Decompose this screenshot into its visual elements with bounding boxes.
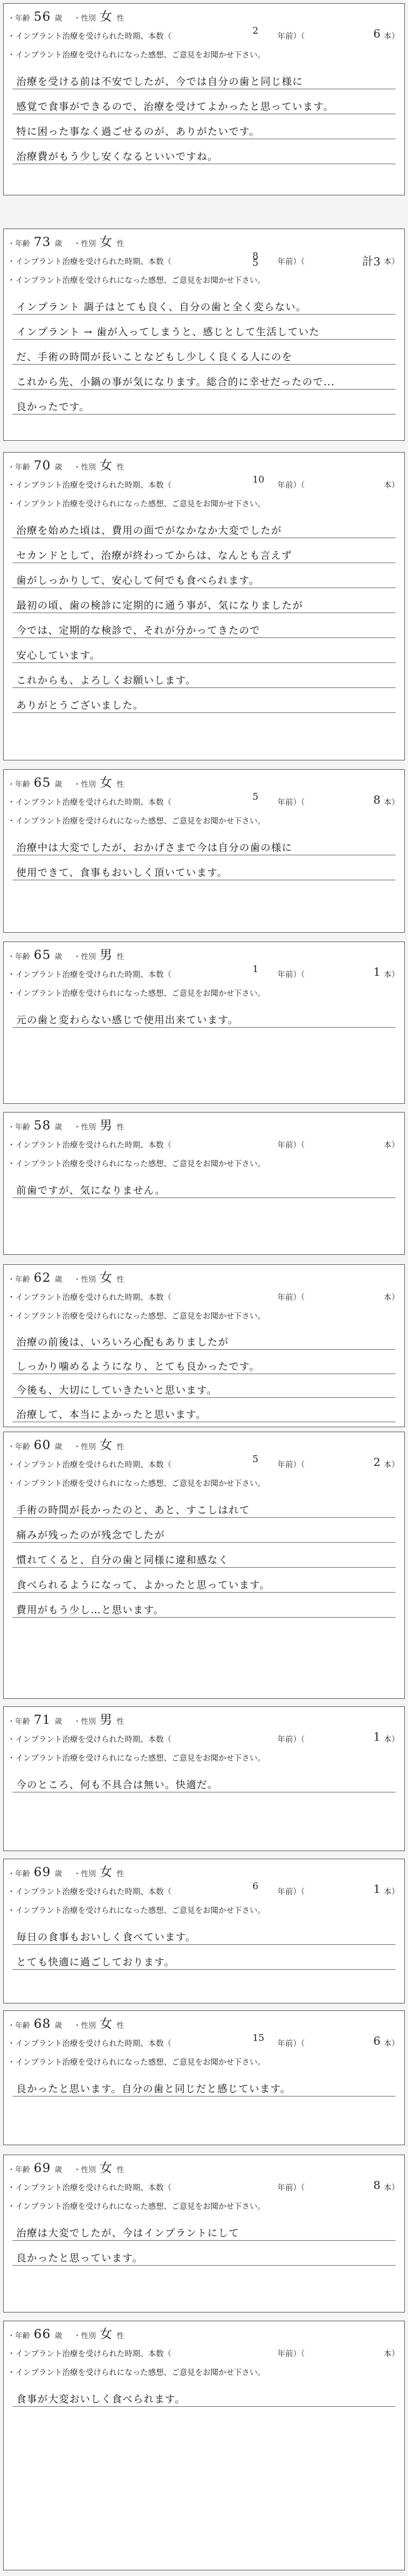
age-value: 69 xyxy=(34,2160,51,2175)
handwritten-answer: しっかり噛めるようになり、とても良かったです。 xyxy=(16,1360,260,1372)
age-value: 65 xyxy=(34,775,51,790)
gender-label: ・性別 xyxy=(73,780,96,789)
gender-unit: 性 xyxy=(116,1442,124,1451)
gender-label: ・性別 xyxy=(73,1717,96,1726)
age-unit: 歳 xyxy=(54,14,62,22)
age-label: ・年齢 xyxy=(7,1442,31,1451)
gender-unit: 性 xyxy=(116,1123,124,1131)
handwritten-answer: 治療して、本当によかったと思います。 xyxy=(16,1408,207,1420)
response-card xyxy=(3,2155,405,2313)
gender-value: 女 xyxy=(99,234,113,249)
age-gender-row xyxy=(7,1267,124,1286)
response-card xyxy=(3,1706,405,1851)
period-row xyxy=(7,1733,399,1744)
gender-value: 男 xyxy=(99,1712,113,1727)
handwritten-answer: 慣れてくると、自分の歯と同様に違和感なく xyxy=(16,1554,229,1566)
age-unit: 歳 xyxy=(54,1275,62,1284)
answer-line xyxy=(12,2096,396,2097)
count-unit: 本） xyxy=(383,480,399,489)
age-label: ・年齢 xyxy=(7,952,31,961)
response-card xyxy=(3,2321,405,2570)
answer-line xyxy=(12,1567,396,1568)
age-gender-row xyxy=(7,1435,124,1453)
handwritten-answer: これからも、よろしくお願いします。 xyxy=(16,674,196,686)
handwritten-answer: 前歯ですが、気になりません。 xyxy=(16,1184,166,1196)
gender-value: 女 xyxy=(99,2016,113,2031)
period-label: ・インプラント治療を受けられた時期、本数（ xyxy=(7,1887,172,1896)
years-unit: 年前）（ xyxy=(277,2038,305,2048)
handwritten-answer: 元の歯と変わらない感じで使用出来ています。 xyxy=(16,1014,239,1026)
age-label: ・年齢 xyxy=(7,1717,31,1726)
years-unit: 年前）（ xyxy=(277,2183,305,2192)
age-label: ・年齢 xyxy=(7,239,31,248)
answer-line xyxy=(12,1027,396,1028)
gender-unit: 性 xyxy=(116,239,124,248)
gender-label: ・性別 xyxy=(73,14,96,22)
answer-line xyxy=(12,414,396,415)
count-unit: 本） xyxy=(383,1734,399,1744)
handwritten-answer: 安心しています。 xyxy=(16,649,101,661)
years-unit: 年前）（ xyxy=(277,1292,305,1302)
feedback-prompt: ・インプラント治療を受けられになった感想、ご意見をお聞かせ下さい。 xyxy=(7,275,266,285)
answer-line xyxy=(12,1397,396,1398)
response-card xyxy=(3,941,405,1104)
years-unit: 年前）（ xyxy=(277,797,305,807)
count-value: 1 xyxy=(373,1731,381,1744)
handwritten-answer: 治療費がもう少し安くなるといいですね。 xyxy=(16,150,219,162)
age-label: ・年齢 xyxy=(7,2021,31,2030)
age-label: ・年齢 xyxy=(7,780,31,789)
years-unit: 年前）（ xyxy=(277,1734,305,1744)
age-value: 68 xyxy=(34,2016,51,2031)
years-unit: 年前）（ xyxy=(277,480,305,489)
answer-line xyxy=(12,1197,396,1198)
period-row xyxy=(7,1880,399,1897)
answer-line xyxy=(12,1349,396,1350)
age-unit: 歳 xyxy=(54,2021,62,2030)
years-unit: 年前）（ xyxy=(277,2349,305,2358)
answer-line xyxy=(12,1542,396,1543)
gender-value: 男 xyxy=(99,1118,113,1133)
answer-line xyxy=(12,612,396,613)
handwritten-answer: 良かったです。 xyxy=(16,401,90,413)
answer-line xyxy=(12,389,396,390)
answer-line xyxy=(12,2240,396,2241)
feedback-prompt: ・インプラント治療を受けられになった感想、ご意見をお聞かせ下さい。 xyxy=(7,1311,266,1320)
feedback-prompt: ・インプラント治療を受けられになった感想、ご意見をお聞かせ下さい。 xyxy=(7,988,266,998)
age-gender-row xyxy=(7,6,124,24)
years-value: 6 xyxy=(252,1880,259,1892)
gender-label: ・性別 xyxy=(73,239,96,248)
feedback-prompt: ・インプラント治療を受けられになった感想、ご意見をお聞かせ下さい。 xyxy=(7,1753,266,1762)
handwritten-answer: 治療は大変でしたが、今はインプラントにして xyxy=(16,2227,240,2239)
gender-unit: 性 xyxy=(116,2331,124,2340)
count-unit: 本） xyxy=(383,1140,399,1149)
age-label: ・年齢 xyxy=(7,2165,31,2174)
handwritten-answer: 手術の時間が長かったのと、あと、すこしはれて xyxy=(16,1504,251,1516)
age-value: 70 xyxy=(34,458,51,473)
gender-unit: 性 xyxy=(116,1869,124,1878)
feedback-prompt: ・インプラント治療を受けられになった感想、ご意見をお聞かせ下さい。 xyxy=(7,1905,266,1915)
handwritten-answer: 治療を受ける前は不安でしたが、今では自分の歯と同じ様に xyxy=(16,76,304,87)
period-row xyxy=(7,2032,399,2048)
handwritten-answer: 費用がもう少し…と思います。 xyxy=(16,1604,164,1616)
period-label: ・インプラント治療を受けられた時期、本数（ xyxy=(7,1292,172,1302)
response-card xyxy=(3,229,405,441)
age-value: 58 xyxy=(34,1118,51,1133)
gender-unit: 性 xyxy=(116,2021,124,2030)
handwritten-answer: 最初の頃、歯の検診に定期的に通う事が、気になりましたが xyxy=(16,599,304,611)
answer-line xyxy=(12,1617,396,1618)
period-row xyxy=(7,1291,399,1302)
answer-line xyxy=(12,1944,396,1945)
response-card xyxy=(3,1859,405,2003)
gender-value: 男 xyxy=(99,947,113,962)
handwritten-answer: とても快適に過ごしております。 xyxy=(16,1956,175,1968)
age-label: ・年齢 xyxy=(7,1869,31,1878)
count-value: 1 xyxy=(373,966,381,979)
years-unit: 年前）（ xyxy=(277,1140,305,1149)
count-value: 計3 xyxy=(362,255,381,268)
age-gender-row xyxy=(7,1115,124,1133)
gender-unit: 性 xyxy=(116,780,124,789)
count-value: 1 xyxy=(373,1883,381,1896)
response-card xyxy=(3,452,405,760)
gender-label: ・性別 xyxy=(73,1123,96,1131)
answer-line xyxy=(12,339,396,340)
handwritten-answer: インプラント → 歯が入ってしまうと、感じとして生活していた xyxy=(16,326,320,338)
handwritten-answer: 治療中は大変でしたが、おかげさまで今は自分の歯の様に xyxy=(16,842,293,853)
answer-line xyxy=(12,364,396,365)
handwritten-answer: 歯がしっかりして、安心して何でも食べられます。 xyxy=(16,574,260,586)
answer-line xyxy=(12,662,396,663)
answer-line xyxy=(12,2265,396,2266)
handwritten-answer: 今では、定期的な検診で、それが分かってきたので xyxy=(16,624,261,636)
gender-value: 女 xyxy=(99,775,113,790)
handwritten-answer: 特に困った事なく過ごせるのが、ありがたいです。 xyxy=(16,125,260,137)
age-gender-row xyxy=(7,455,124,473)
gender-label: ・性別 xyxy=(73,2331,96,2340)
gender-label: ・性別 xyxy=(73,1442,96,1451)
gender-unit: 性 xyxy=(116,463,124,471)
gender-value: 女 xyxy=(99,2326,113,2341)
count-value: 8 xyxy=(373,2179,381,2192)
age-gender-row xyxy=(7,1709,124,1728)
count-unit: 本） xyxy=(383,31,399,41)
period-row xyxy=(7,25,399,41)
years-value: 10 xyxy=(252,474,265,485)
handwritten-answer: 今後も、大切にしていきたいと思います。 xyxy=(16,1384,217,1397)
years-value: 2 xyxy=(252,25,259,36)
handwritten-answer: ありがとうございました。 xyxy=(16,699,144,711)
gender-label: ・性別 xyxy=(73,1275,96,1284)
period-row xyxy=(7,1453,399,1470)
period-row xyxy=(7,2347,399,2359)
age-unit: 歳 xyxy=(54,2165,62,2174)
gender-value: 女 xyxy=(99,1437,113,1452)
period-label: ・インプラント治療を受けられた時期、本数（ xyxy=(7,1734,172,1744)
handwritten-answer: これから先、小鍋の事が気になります。総合的に幸せだったので... xyxy=(16,376,335,388)
period-row xyxy=(7,791,399,807)
answer-line xyxy=(12,587,396,588)
feedback-prompt: ・インプラント治療を受けられになった感想、ご意見をお聞かせ下さい。 xyxy=(7,2201,266,2211)
handwritten-answer: 今のところ、何も不具合は無い。快適だ。 xyxy=(16,1779,219,1791)
response-card xyxy=(3,3,405,195)
handwritten-answer: 良かったと思っています。 xyxy=(16,2252,143,2264)
period-row xyxy=(7,2181,399,2193)
age-value: 66 xyxy=(34,2326,51,2341)
period-label: ・インプラント治療を受けられた時期、本数（ xyxy=(7,2183,172,2192)
feedback-prompt: ・インプラント治療を受けられになった感想、ご意見をお聞かせ下さい。 xyxy=(7,1159,266,1168)
age-gender-row xyxy=(7,2158,124,2176)
count-unit: 本） xyxy=(383,2038,399,2048)
age-label: ・年齢 xyxy=(7,14,31,22)
gender-value: 女 xyxy=(99,458,113,473)
age-value: 65 xyxy=(34,947,51,962)
answer-line xyxy=(12,637,396,638)
period-row xyxy=(7,963,399,980)
handwritten-answer: 痛みが残ったのが残念でしたが xyxy=(16,1529,166,1541)
years-unit: 年前）（ xyxy=(277,1887,305,1896)
age-unit: 歳 xyxy=(54,952,62,961)
handwritten-answer: 治療の前後は、いろいろ心配もありましたが xyxy=(16,1335,229,1348)
count-unit: 本） xyxy=(383,2183,399,2192)
age-gender-row xyxy=(7,232,124,250)
answer-line xyxy=(12,1517,396,1518)
age-label: ・年齢 xyxy=(7,2331,31,2340)
response-card xyxy=(3,1264,405,1427)
years-value: 1 xyxy=(252,963,259,975)
period-row xyxy=(7,474,399,490)
period-label: ・インプラント治療を受けられた時期、本数（ xyxy=(7,480,172,489)
gender-label: ・性別 xyxy=(73,952,96,961)
period-label: ・インプラント治療を受けられた時期、本数（ xyxy=(7,31,172,41)
gender-value: 女 xyxy=(99,1270,113,1285)
period-row xyxy=(7,1139,399,1150)
period-label: ・インプラント治療を受けられた時期、本数（ xyxy=(7,257,172,266)
years-unit: 年前）（ xyxy=(277,257,305,266)
gender-label: ・性別 xyxy=(73,463,96,471)
age-unit: 歳 xyxy=(54,239,62,248)
feedback-prompt: ・インプラント治療を受けられになった感想、ご意見をお聞かせ下さい。 xyxy=(7,1478,266,1488)
handwritten-answer: インプラント 調子はとても良く、自分の歯と全く変らない。 xyxy=(16,301,307,313)
handwritten-answer: 食事が大変おいしく食べられます。 xyxy=(16,2393,186,2405)
age-gender-row xyxy=(7,2324,124,2342)
age-unit: 歳 xyxy=(54,1717,62,1726)
gender-value: 女 xyxy=(99,1864,113,1879)
age-unit: 歳 xyxy=(54,463,62,471)
period-label: ・インプラント治療を受けられた時期、本数（ xyxy=(7,797,172,807)
age-gender-row xyxy=(7,945,124,963)
age-unit: 歳 xyxy=(54,780,62,789)
age-value: 60 xyxy=(34,1437,51,1452)
count-unit: 本） xyxy=(383,2349,399,2358)
answer-line xyxy=(12,314,396,315)
handwritten-answer: 感覚で食事ができるので、治療を受けてよかったと思っています。 xyxy=(16,101,334,112)
handwritten-answer: 良かったと思います。自分の歯と同じだと感じています。 xyxy=(16,2083,291,2095)
gender-unit: 性 xyxy=(116,1717,124,1726)
age-gender-row xyxy=(7,1862,124,1880)
years-value: 15 xyxy=(252,2032,265,2043)
age-label: ・年齢 xyxy=(7,463,31,471)
count-unit: 本） xyxy=(383,970,399,979)
count-value: 6 xyxy=(373,27,381,41)
age-value: 56 xyxy=(34,9,51,24)
count-unit: 本） xyxy=(383,1460,399,1469)
answer-line xyxy=(12,712,396,713)
age-gender-row xyxy=(7,772,124,790)
years-unit: 年前）（ xyxy=(277,970,305,979)
answer-line xyxy=(12,1969,396,1970)
count-value: 2 xyxy=(373,1456,381,1469)
period-label: ・インプラント治療を受けられた時期、本数（ xyxy=(7,970,172,979)
feedback-prompt: ・インプラント治療を受けられになった感想、ご意見をお聞かせ下さい。 xyxy=(7,2057,266,2067)
feedback-prompt: ・インプラント治療を受けられになった感想、ご意見をお聞かせ下さい。 xyxy=(7,2367,266,2377)
age-value: 73 xyxy=(34,234,51,249)
response-card xyxy=(3,2010,405,2145)
handwritten-answer: 使用できて、食事もおいしく頂いています。 xyxy=(16,867,228,878)
count-unit: 本） xyxy=(383,257,399,266)
age-unit: 歳 xyxy=(54,1123,62,1131)
feedback-prompt: ・インプラント治療を受けられになった感想、ご意見をお聞かせ下さい。 xyxy=(7,499,266,508)
years-value: 5 xyxy=(252,1453,259,1465)
years-value: 5 xyxy=(252,791,259,802)
handwritten-answer: だ、手術の時間が長いことなどもし少しく良くる人にのを xyxy=(16,351,293,363)
age-label: ・年齢 xyxy=(7,1123,31,1131)
age-label: ・年齢 xyxy=(7,1275,31,1284)
age-gender-row xyxy=(7,2013,124,2032)
gender-unit: 性 xyxy=(116,14,124,22)
age-unit: 歳 xyxy=(54,2331,62,2340)
years-unit: 年前）（ xyxy=(277,31,305,41)
age-value: 62 xyxy=(34,1270,51,1285)
age-value: 71 xyxy=(34,1712,51,1727)
response-card xyxy=(3,1432,405,1699)
period-label: ・インプラント治療を受けられた時期、本数（ xyxy=(7,2349,172,2358)
answer-line xyxy=(12,687,396,688)
gender-unit: 性 xyxy=(116,2165,124,2174)
answer-line xyxy=(12,2406,396,2407)
gender-label: ・性別 xyxy=(73,1869,96,1878)
gender-label: ・性別 xyxy=(73,2165,96,2174)
handwritten-answer: 食べられるようになって、よかったと思っています。 xyxy=(16,1579,271,1591)
period-label: ・インプラント治療を受けられた時期、本数（ xyxy=(7,2038,172,2048)
response-card xyxy=(3,1112,405,1255)
gender-value: 女 xyxy=(99,2160,113,2175)
feedback-prompt: ・インプラント治療を受けられになった感想、ご意見をお聞かせ下さい。 xyxy=(7,50,266,59)
handwritten-answer: 毎日の食事もおいしく食べています。 xyxy=(16,1931,196,1943)
response-card xyxy=(3,769,405,933)
count-unit: 本） xyxy=(383,797,399,807)
age-unit: 歳 xyxy=(54,1442,62,1451)
age-value: 69 xyxy=(34,1864,51,1879)
period-label: ・インプラント治療を受けられた時期、本数（ xyxy=(7,1140,172,1149)
gender-value: 女 xyxy=(99,9,113,24)
gender-unit: 性 xyxy=(116,1275,124,1284)
answer-line xyxy=(12,1592,396,1593)
gender-label: ・性別 xyxy=(73,2021,96,2030)
gender-unit: 性 xyxy=(116,952,124,961)
period-row xyxy=(7,250,399,268)
period-label: ・インプラント治療を受けられた時期、本数（ xyxy=(7,1460,172,1469)
count-value: 6 xyxy=(373,2035,381,2048)
count-value: 8 xyxy=(373,794,381,807)
years-value: 8 5 xyxy=(252,250,259,268)
handwritten-answer: 治療を始めた頃は、費用の面でがなかなか大変でしたが xyxy=(16,524,282,536)
years-unit: 年前）（ xyxy=(277,1460,305,1469)
count-unit: 本） xyxy=(383,1887,399,1896)
count-unit: 本） xyxy=(383,1292,399,1302)
age-unit: 歳 xyxy=(54,1869,62,1878)
handwritten-answer: セカンドとして、治療が終わってからは、なんとも言えず xyxy=(16,549,292,561)
feedback-prompt: ・インプラント治療を受けられになった感想、ご意見をお聞かせ下さい。 xyxy=(7,816,266,825)
